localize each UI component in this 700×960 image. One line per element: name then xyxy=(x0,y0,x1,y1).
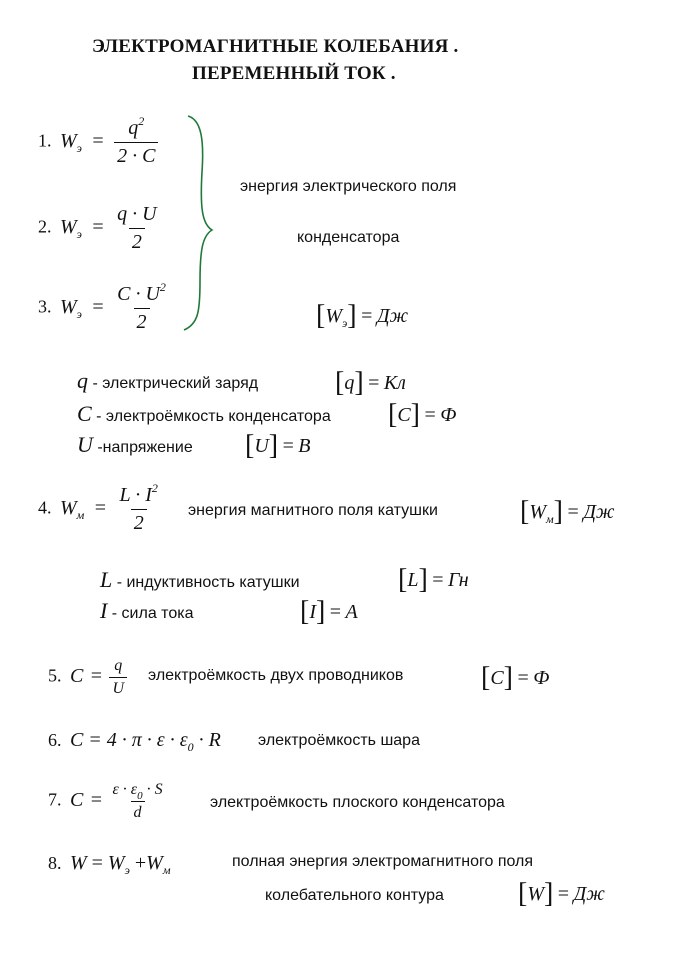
formula-8-description-cont: колебательного контура xyxy=(265,887,444,904)
definition-inductance: L - индуктивность катушки xyxy=(100,567,300,592)
definition-voltage: U -напряжение xyxy=(77,432,193,457)
formula-number: 8. xyxy=(48,853,62,873)
formula-8-description: полная энергия электромагнитного поля xyxy=(232,853,534,870)
formula-number: 6. xyxy=(48,730,62,750)
formula-lhs: C xyxy=(69,788,84,811)
formula-number: 3. xyxy=(38,296,52,317)
equals-sign: = xyxy=(92,129,104,152)
fraction: $\frac{q}{U}$ xyxy=(109,657,127,698)
unit-inductance: [L] = Гн xyxy=(398,564,469,595)
equals-sign: = xyxy=(94,496,107,519)
formula-4 xyxy=(38,481,161,535)
fraction: $\frac{q^2}{2 \cdot C}$ xyxy=(114,117,158,168)
fraction: $\frac{C \cdot U^2}{2}$ xyxy=(117,280,166,333)
page-title-line1: ЭЛЕКТРОМАГНИТНЫЕ КОЛЕБАНИЯ . xyxy=(92,36,459,57)
formula-1 xyxy=(38,114,158,168)
equals-sign: = xyxy=(92,295,104,318)
definition-capacitance: C - электроёмкость конденсатора xyxy=(77,401,331,426)
unit-charge: [q] = Кл xyxy=(335,367,406,398)
formula-number: 4. xyxy=(38,497,52,518)
formula-lhs: $W_э$ xyxy=(59,215,82,241)
equals-sign: = xyxy=(90,788,103,811)
fraction: $\frac{\varepsilon \cdot \varepsilon_0 \cdot S}{d}$ xyxy=(112,781,163,821)
formula-6-description: электроёмкость шара xyxy=(258,732,420,749)
formula-5-description: электроёмкость двух проводников xyxy=(148,667,404,684)
curly-brace-icon xyxy=(180,112,220,334)
formula-number: 5. xyxy=(48,665,62,686)
formula-lhs: $W_э$ xyxy=(59,295,82,321)
formula-lhs: $W_м$ xyxy=(59,496,85,522)
formula-lhs: $W_э$ xyxy=(59,129,82,155)
formula-7-description: электроёмкость плоского конденсатора xyxy=(210,794,505,811)
formula-7 xyxy=(48,781,166,822)
formula-4-description: энергия магнитного поля катушки xyxy=(188,502,438,519)
definition-current: I - сила тока xyxy=(100,598,194,623)
unit-total-energy: [W] = Дж xyxy=(518,878,605,909)
brace-description: энергия электрического поля xyxy=(240,178,457,195)
unit-voltage: [U] = В xyxy=(245,430,311,461)
unit-current: [I] = А xyxy=(300,596,358,627)
formula-lhs: C xyxy=(69,664,84,687)
fraction: $\frac{L \cdot I^2}{2}$ xyxy=(119,481,158,534)
fraction: $\frac{q \cdot U}{2}$ xyxy=(117,203,157,253)
brace-description-cont: конденсатора xyxy=(297,229,400,246)
unit-capacitance: [C] = Ф xyxy=(388,399,457,430)
formula-number: 2. xyxy=(38,216,52,237)
formula-expression: $C = 4 \cdot \pi \cdot \varepsilon \cdot \varepsilon_0 \cdot R$ xyxy=(69,729,221,754)
equals-sign: = xyxy=(90,664,103,687)
formula-3 xyxy=(38,280,169,334)
formula-6 xyxy=(48,729,221,752)
equals-sign: = xyxy=(92,215,104,238)
unit-energy-electric: $[W_э]$ = Дж xyxy=(316,300,409,331)
formula-number: 7. xyxy=(48,789,62,810)
definition-charge: q - электрический заряд xyxy=(77,368,259,393)
formula-5 xyxy=(48,657,127,698)
formula-2 xyxy=(38,203,160,254)
unit-energy-magnetic: $[W_м]$ = Дж xyxy=(520,496,615,527)
formula-number: 1. xyxy=(38,130,52,151)
formula-8 xyxy=(48,852,171,875)
formula-expression: $W = W_э +W_м$ xyxy=(69,852,171,877)
page-title-line2: ПЕРЕМЕННЫЙ ТОК . xyxy=(192,63,396,84)
unit-capacitance-2: [C] = Ф xyxy=(481,662,550,693)
